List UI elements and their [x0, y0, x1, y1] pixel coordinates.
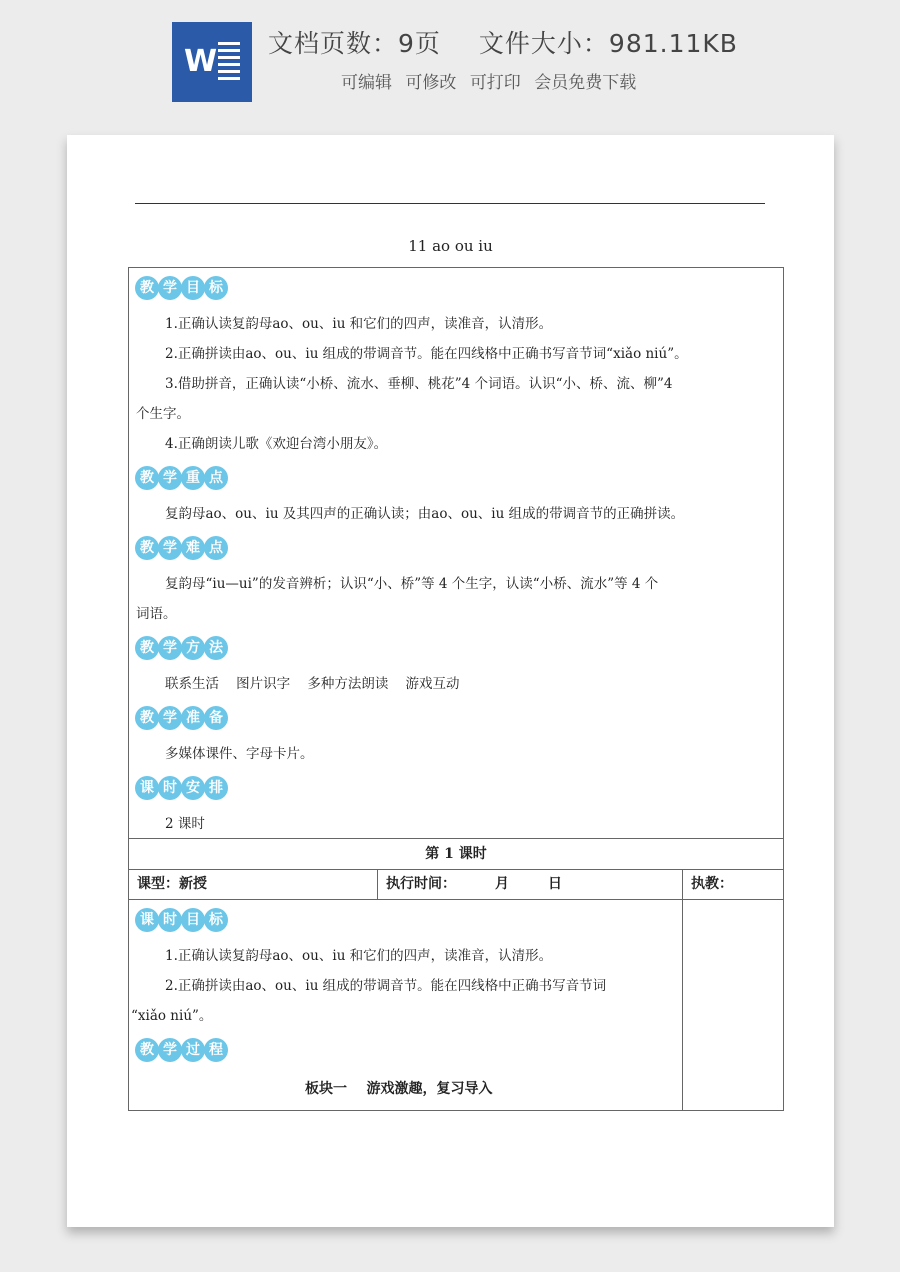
heading-teaching-process: 教 学 过 程	[135, 1038, 227, 1062]
file-size: 文件大小：981.11KB	[478, 29, 738, 58]
lesson-title: 11 ao ou iu	[408, 237, 493, 255]
word-document-icon	[172, 22, 252, 102]
block-one-title: 板块一 游戏激趣，复习导入	[305, 1081, 493, 1097]
feature-member-free: 会员免费下载	[534, 73, 637, 93]
lesson-info-row	[128, 869, 784, 900]
execution-time: 执行时间： 月 日	[378, 870, 683, 899]
download-banner	[0, 0, 900, 122]
header-rule	[135, 203, 765, 204]
goal-item-2: 2.正确拼读由ao、ou、iu 组成的带调音节。能在四线格中正确书写音节词“xiǎo niú”。	[165, 346, 688, 362]
heading-key-points: 教 学 重 点	[135, 466, 227, 490]
difficulties-line-2: 词语。	[136, 606, 177, 622]
goal-item-3-cont: 个生字。	[136, 406, 190, 422]
word-letter: W	[184, 44, 218, 79]
heading-teaching-goals: 教 学 目 标	[135, 276, 227, 300]
word-icon-lines	[218, 42, 240, 84]
lesson-goal-1: 1.正确认读复韵母ao、ou、iu 和它们的四声，读准音，认清形。	[165, 948, 553, 964]
feature-printable: 可打印	[469, 73, 521, 93]
lesson-body-row	[128, 899, 784, 1111]
methods-text: 联系生活 图片识字 多种方法朗读 游戏互动	[165, 676, 460, 692]
lesson-1-title: 第 1 课时	[425, 846, 487, 862]
lesson-body-content	[129, 900, 683, 1110]
schedule-text: 2 课时	[165, 816, 205, 832]
document-page	[67, 135, 834, 1227]
banner-features	[341, 68, 644, 93]
lesson-1-row	[128, 838, 784, 870]
goal-item-3: 3.借助拼音，正确认读“小桥、流水、垂柳、桃花”4 个词语。认识“小、桥、流、柳”4	[165, 376, 673, 392]
heading-preparation: 教 学 准 备	[135, 706, 227, 730]
lesson-goal-2: 2.正确拼读由ao、ou、iu 组成的带调音节。能在四线格中正确书写音节词	[165, 978, 607, 994]
feature-modifiable: 可修改	[405, 73, 457, 93]
difficulties-line-1: 复韵母“iu—ui”的发音辨析；认识“小、桥”等 4 个生字，认读“小桥、流水”等 4 个	[165, 576, 659, 592]
goal-item-1: 1.正确认读复韵母ao、ou、iu 和它们的四声，读准音，认清形。	[165, 316, 553, 332]
lesson-type: 课型：新授	[129, 870, 378, 899]
overview-box	[128, 267, 784, 839]
preparation-text: 多媒体课件、字母卡片。	[165, 746, 314, 762]
lesson-goal-2-cont: “xiǎo niú”。	[131, 1008, 213, 1024]
heading-schedule: 课 时 安 排	[135, 776, 227, 800]
banner-title	[268, 24, 738, 60]
heading-methods: 教 学 方 法	[135, 636, 227, 660]
goal-item-4: 4.正确朗读儿歌《欢迎台湾小朋友》。	[165, 436, 388, 452]
key-points-text: 复韵母ao、ou、iu 及其四声的正确认读；由ao、ou、iu 组成的带调音节的正确拼读。	[165, 506, 685, 522]
page-count: 文档页数：9页	[268, 29, 441, 58]
feature-editable: 可编辑	[341, 73, 392, 93]
heading-lesson-goals: 课 时 目 标	[135, 908, 227, 932]
heading-difficulties: 教 学 难 点	[135, 536, 227, 560]
teacher-label: 执教：	[691, 876, 733, 892]
